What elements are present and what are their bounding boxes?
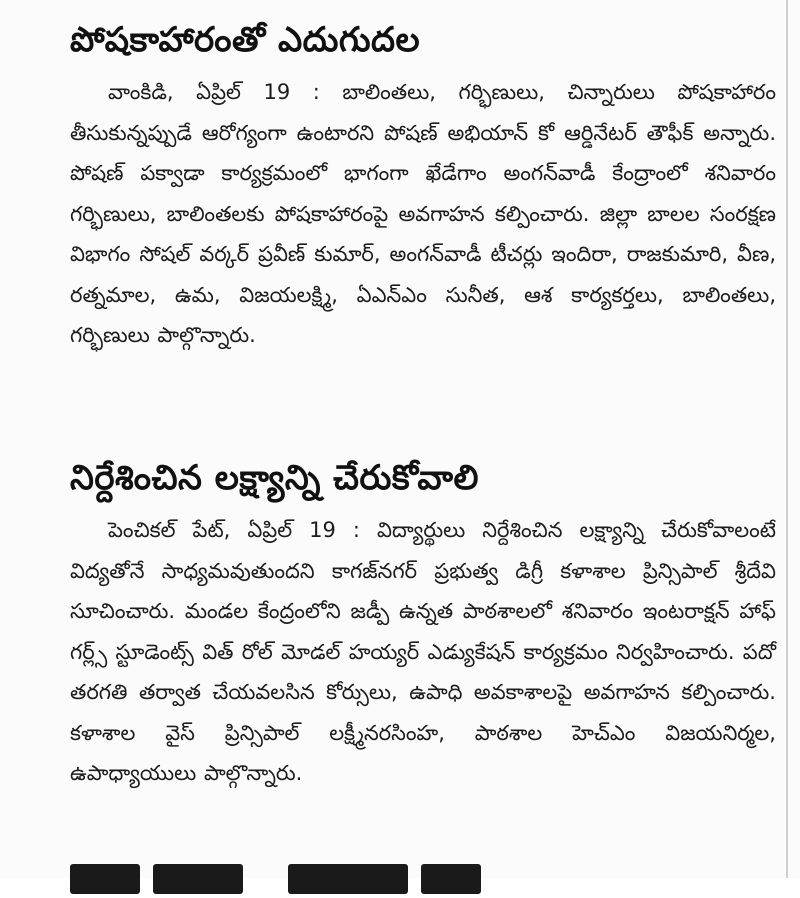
- article-nutrition: [70, 12, 776, 436]
- cropped-text-fragment: [70, 864, 140, 894]
- article-body: పెంచికల్ పేట్, ఏప్రిల్ 19 : విద్యార్థులు నిర్దేశించిన లక్ష్యాన్ని చేరుకోవాలంటే విద్యతోనే సాధ్యమవుతుందని కాగజ్‌నగర్ ప్రభుత్వ డిగ్రీ కళాశాల ప్రిన్సిపాల్ శ్రీదేవి సూచించారు. మండల కేంద్రంలోని జడ్పీ ఉన్నత పాఠశాలలో శనివారం ఇంటరాక్షన్ హాఫ్ గర్ల్స్ స్టూడెంట్స్ విత్ రోల్ మోడల్ హయ్యర్ ఎడ్యుకేషన్ కార్యక్రమం నిర్వహించారు. పదో తరగతి తర్వాత చేయవలసిన కోర్సులు, ఉపాధి అవకాశాలపై అవగాహన కల్పించారు. కళాశాల వైస్ ప్రిన్సిపాల్ లక్ష్మీనరసింహ, పాఠశాల హెచ్ఎం విజయనిర్మల, ఉపాధ్యాయులు పాల్గొన్నారు.: [70, 518, 776, 785]
- article-headline: నిర్దేశించిన లక్ష్యాన్ని చేరుకోవాలి: [70, 458, 479, 498]
- cropped-text-fragment: [421, 864, 481, 894]
- column-divider: [786, 0, 788, 878]
- article-education-goal: [70, 450, 776, 830]
- article-body: వాంకిడి, ఏప్రిల్ 19 : బాలింతలు, గర్భిణులు, చిన్నారులు పోషకాహారం తీసుకున్నప్పుడే ఆరోగ్యంగా ఉంటారని పోషణ్ అభియాన్ కో ఆర్డినేటర్ తౌఫీక్ అన్నారు. పోషణ్ పక్వాడా కార్యక్రమంలో భాగంగా ఖేడేగాం అంగన్‌వాడీ కేంద్రాంలో శనివారం గర్భిణులు, బాలింతలకు పోషకాహారంపై అవగాహన కల్పించారు. జిల్లా బాలల సంరక్షణ విభాగం సోషల్ వర్కర్ ప్రవీణ్ కుమార్, అంగన్‌వాడీ టీచర్లు ఇందిరా, రాజకుమారి, వీణ, రత్నమాల, ఉమ, విజయలక్ష్మి, ఏఎన్ఎం సునీత, ఆశ కార్యకర్తలు, బాలింతలు, గర్భిణులు పాల్గొన్నారు.: [70, 80, 776, 347]
- cropped-text-fragment: [288, 864, 408, 894]
- news-column: [70, 0, 776, 830]
- article-headline: పోషకాహారంతో ఎదుగుదల: [70, 20, 421, 60]
- cropped-next-headline: [70, 858, 510, 898]
- cropped-text-fragment: [153, 864, 243, 894]
